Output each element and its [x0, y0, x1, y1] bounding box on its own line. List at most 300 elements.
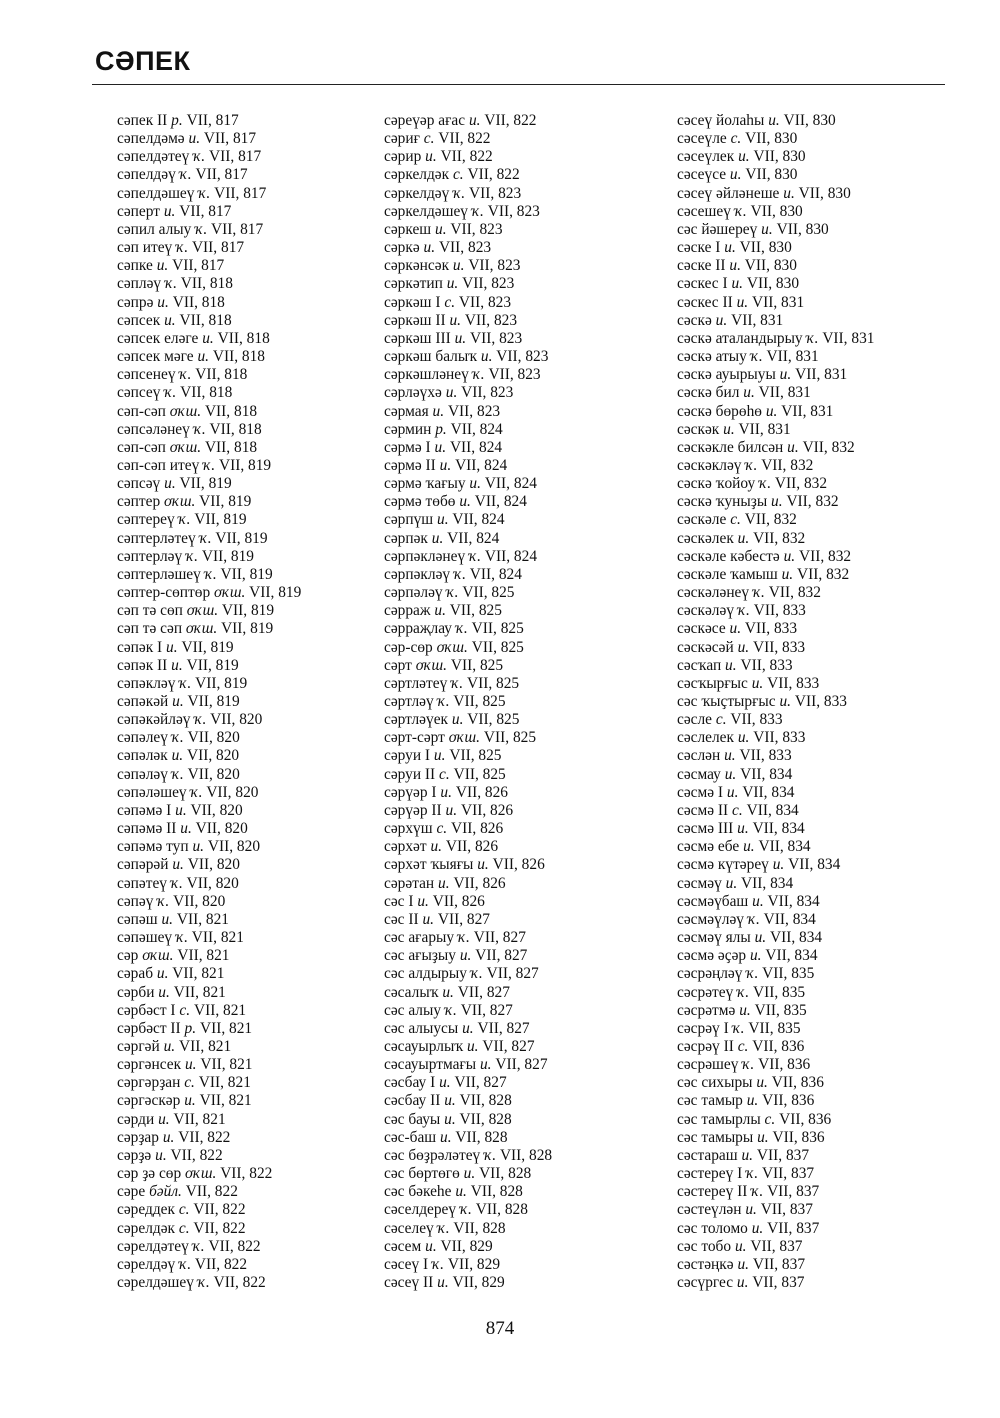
volume-page-ref: VII, 823: [487, 202, 540, 220]
part-of-speech: и.: [158, 983, 170, 1001]
part-of-speech: и.: [725, 656, 737, 674]
headword: сәслелек: [677, 729, 734, 747]
volume-page-ref: VII, 831: [766, 348, 819, 366]
headword: сәпәш: [117, 910, 158, 928]
volume-page-ref: VII, 819: [199, 493, 252, 511]
dictionary-entry: [677, 1002, 927, 1020]
volume-page-ref: VII, 835: [752, 983, 806, 1001]
part-of-speech: и.: [468, 112, 481, 129]
headword: сәпсек: [117, 311, 161, 329]
dictionary-entry: [117, 856, 372, 874]
dictionary-entry: [677, 130, 927, 148]
headword: сәсмә I: [677, 783, 724, 801]
volume-page-ref: VII, 817: [195, 166, 248, 184]
part-of-speech: и.: [445, 384, 458, 402]
headword: сәрт: [384, 656, 412, 674]
volume-page-ref: VII, 837: [752, 1255, 806, 1273]
dictionary-entry: [677, 639, 927, 657]
headword: сәс I: [384, 892, 414, 910]
dictionary-entry: [384, 511, 654, 529]
part-of-speech: ҡ.: [204, 565, 217, 583]
dictionary-entry: [677, 1256, 927, 1274]
part-of-speech: и.: [729, 166, 742, 184]
volume-page-ref: VII, 821: [200, 1056, 253, 1074]
volume-page-ref: VII, 819: [194, 511, 247, 529]
volume-page-ref: VII, 830: [739, 239, 792, 257]
part-of-speech: ҡ.: [197, 1274, 210, 1291]
part-of-speech: и.: [171, 656, 183, 674]
part-of-speech: ҡ.: [455, 620, 468, 638]
headword: сәс алдырыу: [384, 965, 467, 983]
dictionary-entry: [384, 1038, 654, 1056]
part-of-speech: и.: [779, 366, 792, 384]
headword: сәпәкәйләү: [117, 711, 191, 729]
dictionary-entry: [117, 584, 372, 602]
dictionary-entry: [117, 330, 372, 348]
volume-page-ref: VII, 819: [195, 674, 248, 692]
dictionary-entry: [117, 511, 372, 529]
volume-page-ref: VII, 822: [194, 1255, 248, 1273]
dictionary-entry: [677, 838, 927, 856]
part-of-speech: оҡш.: [185, 620, 218, 638]
dictionary-entry: [677, 1201, 927, 1219]
headword: сәпсек еләге: [117, 329, 199, 347]
dictionary-entry: [117, 657, 372, 675]
volume-page-ref: VII, 825: [453, 765, 506, 783]
volume-page-ref: VII, 830: [745, 166, 798, 184]
volume-page-ref: VII, 823: [468, 257, 521, 275]
part-of-speech: и.: [442, 983, 454, 1001]
headword: сәп-сәп: [117, 438, 166, 456]
headword: сәс тамыры: [677, 1128, 754, 1146]
headword: сәптерләшеү: [117, 565, 201, 583]
part-of-speech: ҡ.: [746, 965, 759, 983]
dictionary-entry: [384, 1092, 654, 1110]
part-of-speech: и.: [466, 1037, 479, 1055]
dictionary-entry: [117, 221, 372, 239]
headword: сәпәлеү: [117, 729, 168, 747]
dictionary-entry: [384, 784, 654, 802]
part-of-speech: и.: [746, 1092, 759, 1110]
volume-page-ref: VII, 836: [752, 1037, 805, 1055]
headword: сәрхүш: [384, 820, 433, 838]
volume-page-ref: VII, 830: [783, 112, 836, 129]
part-of-speech: ҡ.: [734, 202, 747, 220]
dictionary-entry: [384, 802, 654, 820]
part-of-speech: и.: [737, 529, 750, 547]
volume-page-ref: VII, 832: [768, 584, 821, 602]
volume-page-ref: VII, 833: [740, 656, 793, 674]
volume-page-ref: VII, 819: [249, 584, 302, 602]
volume-page-ref: VII, 820: [173, 892, 226, 910]
headword: сәсрәңләү: [677, 965, 743, 983]
volume-page-ref: VII, 833: [753, 602, 806, 620]
part-of-speech: и.: [155, 1146, 167, 1164]
volume-page-ref: VII, 823: [464, 311, 518, 329]
volume-page-ref: VII, 818: [212, 348, 266, 366]
volume-page-ref: VII, 836: [779, 1110, 832, 1128]
part-of-speech: ҡ.: [737, 602, 750, 620]
part-of-speech: и.: [164, 311, 176, 329]
part-of-speech: с.: [732, 801, 743, 819]
volume-page-ref: VII, 823: [458, 293, 512, 311]
dictionary-entry: [117, 693, 372, 711]
headword: сәпәләшеү: [117, 783, 187, 801]
part-of-speech: ҡ.: [453, 565, 466, 583]
dictionary-entry: [384, 1147, 654, 1165]
part-of-speech: и.: [163, 1037, 176, 1055]
part-of-speech: ҡ.: [444, 1001, 457, 1019]
part-of-speech: и.: [738, 148, 750, 166]
volume-page-ref: VII, 835: [754, 1001, 807, 1019]
headword: сәптерләү: [117, 547, 183, 565]
volume-page-ref: VII, 822: [213, 1274, 266, 1291]
volume-page-ref: VII, 825: [453, 693, 506, 710]
headword: сәскәле кәбестә: [677, 547, 780, 565]
dictionary-entry: [677, 784, 927, 802]
headword: сәскә бөрөһө: [677, 402, 762, 420]
part-of-speech: и.: [469, 475, 481, 493]
dictionary-entry: [117, 1256, 372, 1274]
part-of-speech: и.: [765, 402, 778, 420]
volume-page-ref: VII, 836: [772, 1128, 825, 1146]
part-of-speech: и.: [446, 275, 459, 293]
headword: сәркә: [384, 239, 420, 257]
headword: сәрпәләү: [384, 584, 443, 602]
dictionary-entry: [384, 856, 654, 874]
volume-page-ref: VII, 821: [199, 1092, 252, 1110]
dictionary-entry: [117, 620, 372, 638]
part-of-speech: и.: [729, 257, 741, 275]
part-of-speech: и.: [455, 1183, 467, 1201]
volume-page-ref: VII, 817: [186, 112, 239, 129]
headword: сәстараш: [677, 1146, 738, 1164]
dictionary-entry: [677, 421, 927, 439]
dictionary-entry: [117, 239, 372, 257]
headword: сәскә ҡойоу: [677, 475, 756, 493]
volume-page-ref: VII, 827: [437, 910, 491, 928]
headword: сәскә: [677, 311, 712, 329]
headword: сәселдереү: [384, 1201, 457, 1219]
part-of-speech: и.: [157, 293, 169, 311]
volume-page-ref: VII, 823: [438, 239, 492, 257]
part-of-speech: оҡш.: [142, 947, 174, 965]
dictionary-entry: [117, 1092, 372, 1110]
part-of-speech: ҡ.: [453, 184, 466, 202]
part-of-speech: и.: [434, 602, 446, 620]
dictionary-entry: [117, 421, 372, 439]
headword: сәскәле ҡамыш: [677, 565, 778, 583]
dictionary-entry: [384, 911, 654, 929]
volume-page-ref: VII, 826: [455, 783, 508, 801]
volume-page-ref: VII, 824: [484, 547, 538, 565]
part-of-speech: и.: [437, 511, 449, 529]
part-of-speech: и.: [783, 547, 796, 565]
headword: сәрелдәтеү: [117, 1237, 189, 1255]
part-of-speech: и.: [779, 693, 791, 710]
headword: сәпсәү: [117, 475, 161, 493]
volume-page-ref: VII, 837: [761, 1165, 815, 1183]
part-of-speech: бәйл.: [149, 1183, 182, 1201]
volume-page-ref: VII, 828: [455, 1128, 508, 1146]
dictionary-entry: [384, 348, 654, 366]
dictionary-entry: [384, 1201, 654, 1219]
volume-page-ref: VII, 825: [467, 711, 520, 729]
part-of-speech: и.: [184, 1092, 196, 1110]
dictionary-entry: [384, 711, 654, 729]
volume-page-ref: VII, 824: [455, 456, 508, 474]
headword: сәсмәү ялы: [677, 929, 751, 947]
headword: сәсүргес: [677, 1274, 734, 1291]
headword: сәпәк II: [117, 656, 168, 674]
dictionary-entry: [677, 802, 927, 820]
part-of-speech: с.: [179, 1001, 191, 1019]
part-of-speech: с.: [444, 293, 456, 311]
headword: сәсмәүләү: [677, 910, 744, 928]
headword: сәрпүш: [384, 511, 434, 529]
part-of-speech: ҡ.: [157, 892, 170, 910]
part-of-speech: и.: [751, 674, 764, 692]
dictionary-entry: [117, 366, 372, 384]
part-of-speech: и.: [745, 1201, 757, 1219]
dictionary-entry: [117, 1201, 372, 1219]
headword: сәсрәтмә: [677, 1001, 736, 1019]
part-of-speech: и.: [440, 783, 452, 801]
dictionary-entry: [677, 1165, 927, 1183]
volume-page-ref: VII, 822: [208, 1237, 261, 1255]
headword: сәсмау: [677, 765, 721, 783]
headword: сәркелдәшеү: [384, 202, 469, 220]
volume-page-ref: VII, 823: [469, 184, 522, 202]
volume-page-ref: VII, 831: [822, 329, 875, 347]
part-of-speech: и.: [737, 1255, 750, 1273]
dictionary-entry: [117, 439, 372, 457]
volume-page-ref: VII, 828: [475, 1201, 528, 1219]
headword: сәпәмә I: [117, 801, 172, 819]
part-of-speech: и.: [434, 438, 447, 456]
dictionary-entry: [677, 530, 927, 548]
headword: сәсрәшеү: [677, 1056, 739, 1074]
dictionary-entry: [677, 348, 927, 366]
dictionary-entry: [117, 747, 372, 765]
headword: сәркәш II: [384, 311, 446, 329]
headword: сәргәнсек: [117, 1056, 182, 1074]
part-of-speech: р.: [435, 420, 447, 438]
volume-page-ref: VII, 820: [187, 765, 240, 783]
volume-page-ref: VII, 817: [203, 130, 257, 148]
dictionary-entry: [677, 893, 927, 911]
part-of-speech: ҡ.: [459, 1201, 472, 1219]
headword: сәсмәү: [677, 874, 722, 892]
volume-page-ref: VII, 837: [750, 1237, 803, 1255]
part-of-speech: оҡш.: [169, 402, 202, 420]
headword: сәс ағарыу: [384, 929, 455, 947]
volume-page-ref: VII, 825: [483, 729, 537, 747]
dictionary-entry: [677, 929, 927, 947]
dictionary-entry: [384, 1111, 654, 1129]
headword: сәртләү: [384, 693, 434, 710]
headword: сәр-сөр: [384, 638, 433, 656]
headword: сәрләүхә: [384, 384, 442, 402]
dictionary-entry: [384, 1238, 654, 1256]
volume-page-ref: VII, 817: [209, 148, 262, 166]
part-of-speech: и.: [161, 910, 173, 928]
part-of-speech: и.: [192, 838, 205, 856]
volume-page-ref: VII, 817: [172, 257, 225, 275]
volume-page-ref: VII, 818: [180, 384, 233, 402]
dictionary-entry: [384, 947, 654, 965]
part-of-speech: ҡ.: [446, 584, 459, 602]
dictionary-entry: [384, 1129, 654, 1147]
dictionary-entry: [117, 1220, 372, 1238]
dictionary-entry: [117, 530, 372, 548]
part-of-speech: и.: [768, 112, 780, 129]
volume-page-ref: VII, 821: [176, 910, 230, 928]
headword: сәс тамыр: [677, 1092, 743, 1110]
volume-page-ref: VII, 830: [753, 148, 806, 166]
dictionary-entry: [117, 185, 372, 203]
headword: сәрбәст II: [117, 1019, 181, 1037]
headword: сәстеүлән: [677, 1201, 742, 1219]
dictionary-entry: [677, 403, 927, 421]
headword: сәрраж: [384, 602, 431, 620]
part-of-speech: ҡ.: [472, 366, 485, 384]
part-of-speech: оҡш.: [415, 656, 448, 674]
part-of-speech: ҡ.: [437, 693, 450, 710]
dictionary-entry: [384, 166, 654, 184]
dictionary-entry: [117, 1038, 372, 1056]
dictionary-entry: [677, 1238, 927, 1256]
part-of-speech: и.: [462, 1019, 474, 1037]
headword: сәсешеү: [677, 202, 731, 220]
volume-page-ref: VII, 819: [181, 638, 234, 656]
dictionary-entry: [384, 221, 654, 239]
headword: сәпсәләнеү: [117, 420, 190, 438]
volume-page-ref: VII, 824: [474, 493, 527, 511]
dictionary-entry: [677, 294, 927, 312]
dictionary-entry: [677, 711, 927, 729]
part-of-speech: ҡ.: [747, 910, 760, 928]
part-of-speech: с.: [178, 1201, 190, 1219]
headword: сәсалыҡ: [384, 983, 439, 1001]
part-of-speech: и.: [440, 1128, 452, 1146]
volume-page-ref: VII, 820: [187, 729, 240, 747]
part-of-speech: ҡ.: [171, 729, 184, 747]
headword: сәп тә сәп: [117, 620, 183, 638]
part-of-speech: ҡ.: [471, 202, 484, 220]
headword: сәсҡырғыс: [677, 674, 748, 692]
headword: сәстереү II: [677, 1183, 748, 1201]
part-of-speech: ҡ.: [179, 1255, 192, 1273]
volume-page-ref: VII, 834: [769, 929, 823, 947]
volume-page-ref: VII, 818: [217, 329, 270, 347]
part-of-speech: ҡ.: [179, 674, 192, 692]
part-of-speech: и.: [739, 1001, 751, 1019]
part-of-speech: ҡ.: [199, 529, 212, 547]
volume-page-ref: VII, 822: [193, 1219, 246, 1237]
volume-page-ref: VII, 830: [745, 130, 798, 148]
volume-page-ref: VII, 823: [450, 220, 503, 238]
headword: сәс ҡыҫтырғыс: [677, 693, 776, 710]
dictionary-entry: [384, 130, 654, 148]
dictionary-entry: [117, 312, 372, 330]
dictionary-entry: [677, 1056, 927, 1074]
volume-page-ref: VII, 836: [758, 1056, 811, 1074]
part-of-speech: и.: [751, 1219, 764, 1237]
headword: сәрди: [117, 1110, 155, 1128]
part-of-speech: с.: [436, 820, 448, 838]
dictionary-entry: [384, 693, 654, 711]
headword: сәс бауы: [384, 1110, 441, 1128]
dictionary-entry: [117, 984, 372, 1002]
volume-page-ref: VII, 831: [781, 402, 834, 420]
volume-page-ref: VII, 825: [449, 747, 502, 765]
volume-page-ref: VII, 836: [771, 1074, 824, 1092]
part-of-speech: и.: [781, 565, 794, 583]
part-of-speech: и.: [743, 838, 755, 856]
dictionary-entry: [117, 493, 372, 511]
volume-page-ref: VII, 826: [451, 820, 504, 838]
dictionary-entry: [677, 112, 927, 130]
headword: сәпәү: [117, 892, 154, 910]
dictionary-entry: [384, 1002, 654, 1020]
volume-page-ref: VII, 817: [191, 239, 245, 257]
dictionary-entry: [677, 1111, 927, 1129]
volume-page-ref: VII, 823: [461, 384, 514, 402]
part-of-speech: с.: [184, 1074, 195, 1092]
dictionary-entry: [677, 820, 927, 838]
headword: сәплəү: [117, 275, 162, 293]
part-of-speech: и.: [772, 856, 785, 874]
part-of-speech: и.: [724, 747, 736, 765]
part-of-speech: и.: [743, 384, 755, 402]
headword: сәрхәт ҡыяғы: [384, 856, 474, 874]
dictionary-entry: [677, 457, 927, 475]
part-of-speech: с.: [764, 1110, 776, 1128]
volume-page-ref: VII, 832: [774, 475, 828, 493]
part-of-speech: ҡ.: [198, 184, 211, 202]
dictionary-entry: [117, 1002, 372, 1020]
part-of-speech: ҡ.: [195, 220, 208, 238]
part-of-speech: и.: [480, 348, 493, 366]
headword: сәрпәкләнеү: [384, 547, 466, 565]
headword: сәрби: [117, 983, 155, 1001]
headword: сәптереү: [117, 511, 175, 529]
volume-page-ref: VII, 834: [746, 801, 799, 819]
volume-page-ref: VII, 820: [187, 856, 240, 874]
part-of-speech: и.: [425, 148, 437, 166]
headword: сәреддек: [117, 1201, 175, 1219]
volume-page-ref: VII, 823: [447, 402, 501, 420]
dictionary-entry: [117, 875, 372, 893]
part-of-speech: и.: [761, 220, 773, 238]
headword: сәркәш I: [384, 293, 441, 311]
volume-page-ref: VII, 831: [758, 384, 811, 402]
headword: сәпәкләү: [117, 674, 176, 692]
dictionary-entry: [117, 784, 372, 802]
dictionary-entry: [677, 1074, 927, 1092]
part-of-speech: ҡ.: [176, 239, 189, 257]
headword: сәрәтан: [384, 874, 435, 892]
part-of-speech: и.: [430, 838, 443, 856]
volume-page-ref: VII, 833: [753, 729, 806, 747]
page-number: 874: [485, 1318, 515, 1339]
headword: сәптер: [117, 493, 161, 511]
volume-page-ref: VII, 833: [744, 620, 798, 638]
part-of-speech: оҡш.: [214, 584, 246, 602]
headword: сәске I: [677, 239, 721, 257]
volume-page-ref: VII, 820: [207, 838, 261, 856]
